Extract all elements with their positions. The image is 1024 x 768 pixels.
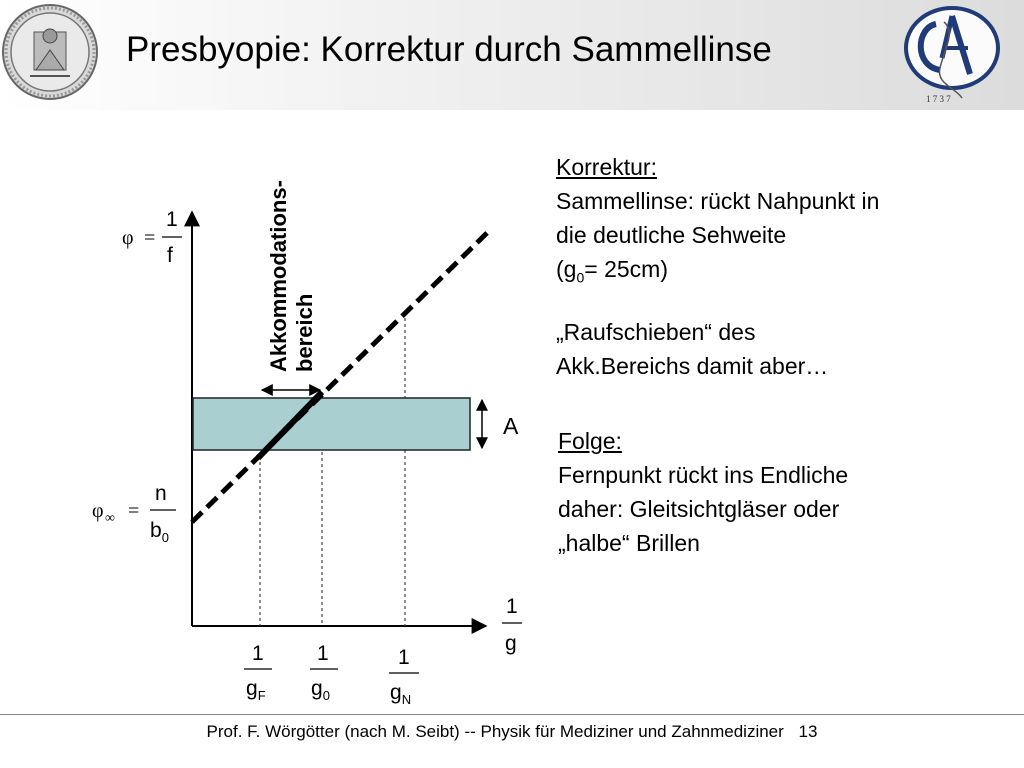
slide-footer (0, 722, 1024, 742)
korrektur-line-2: die deutliche Sehweite (556, 222, 787, 248)
accommodation-band-A (193, 398, 470, 450)
phi-inf-subscript: ∞ (105, 511, 115, 526)
y-top-numerator: 1 (166, 208, 178, 231)
tick-g0-numerator: 1 (317, 642, 329, 665)
footer-divider (0, 714, 1024, 715)
korrektur-text (556, 150, 879, 383)
y-top-denominator: f (167, 244, 173, 267)
korrektur-line-3: $(g_0= 25cm)$ (556, 256, 668, 286)
korrektur-para2-line-1: „Raufschieben“ des (556, 318, 756, 345)
korrektur-para2-line-2: Akk.Bereichs damit aber… (556, 352, 829, 379)
equals-bottom: = (128, 500, 140, 522)
svg-text:1 7 3 7: 1 7 3 7 (926, 94, 951, 104)
x-axis-numerator: 1 (506, 595, 518, 618)
korrektur-heading: Korrektur: (556, 154, 657, 180)
akk-label-line1: Akkommodations- (266, 180, 291, 372)
page-number: 13 (798, 722, 818, 741)
folge-heading: Folge: (558, 428, 622, 454)
folge-line-1: Fernpunkt rückt ins Endliche (558, 462, 849, 488)
folge-text (558, 424, 848, 560)
y-bottom-denominator: $b_0$ (150, 519, 169, 545)
tick-gN-numerator: 1 (398, 646, 410, 669)
tick-g0-denominator: $g_0$ (311, 677, 330, 703)
footer-text: Prof. F. Wörgötter (nach M. Seibt) -- Physik für Mediziner und Zahnmediziner (206, 722, 784, 741)
akk-label-line2: bereich (292, 293, 317, 372)
tick-gN-denominator: $g_N$ (390, 681, 412, 707)
tick-gF-numerator: 1 (252, 642, 264, 665)
tick-gF-denominator: $g_F$ (246, 677, 266, 703)
korrektur-line-1: Sammellinse: rückt Nahpunkt in (556, 188, 880, 214)
refraction-line-dashed (192, 232, 488, 522)
band-label-A: A (503, 413, 519, 439)
phi-symbol-top: φ (122, 227, 134, 249)
equals-top: = (144, 227, 156, 249)
folge-line-2: daher: Gleitsichtgläser oder (558, 496, 840, 522)
slide-title: Presbyopie: Korrektur durch Sammellinse (126, 30, 772, 69)
phi-symbol-bottom: φ (92, 500, 104, 522)
y-bottom-numerator: n (155, 482, 167, 505)
x-axis-denominator: g (505, 632, 517, 655)
folge-line-3: „halbe“ Brillen (558, 530, 700, 556)
